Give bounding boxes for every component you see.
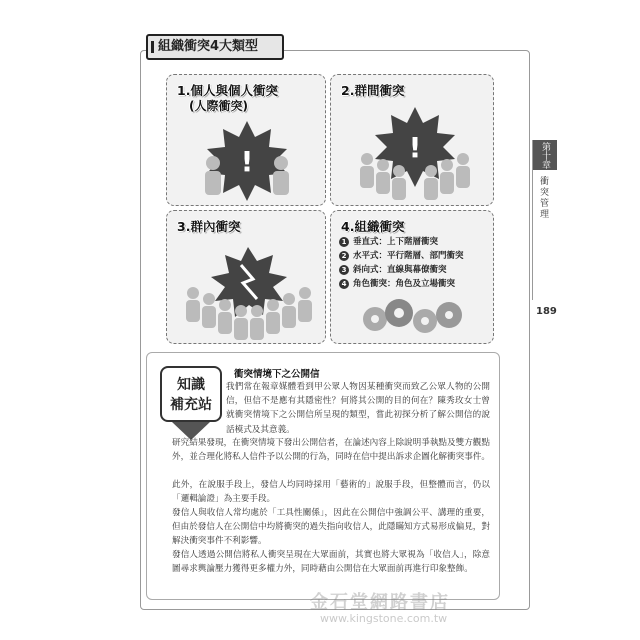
- quadrant-title: 2.群間衝突: [341, 83, 405, 98]
- conflict-burst-illustration: [197, 115, 297, 205]
- exclamation-icon: !: [408, 131, 422, 164]
- page-number: 189: [536, 306, 557, 317]
- paragraph: 此外，在說服手段上，發信人均同時採用「藝術的」說服手段，但整體而言，仍以「邏輯論證」為主要手段。: [172, 480, 490, 505]
- badge-line-1: 知識: [177, 377, 205, 393]
- number-badge: 3: [339, 265, 349, 275]
- gear-icon: [385, 299, 413, 327]
- number-badge: 4: [339, 279, 349, 289]
- list-item-text: 水平式：平行階層、部門衝突: [353, 251, 464, 261]
- chapter-label: 第十章: [533, 140, 557, 170]
- list-item-text: 斜向式：直線與幕僚衝突: [353, 265, 447, 275]
- chapter-tab: [532, 140, 556, 300]
- paragraph: 我們常在報章媒體看到甲公眾人物因某種衝突而致乙公眾人物的公開信，但信不是應有其隱密性？何將其公開的目的何在？陳秀玫女士曾就衝突情境下之公開信所呈現的類型，嘗此初探分析了解公開信的說話模式及其意義。: [226, 382, 490, 435]
- quadrant-title: 1.個人與個人衝突: [177, 83, 278, 98]
- conflict-burst-illustration: [355, 101, 475, 205]
- watermark-url: www.kingstone.com.tw: [320, 612, 448, 625]
- person-icon: [205, 156, 221, 195]
- knowledge-title: 衝突情境下之公開信: [234, 369, 320, 380]
- badge-line-2: 補充站: [170, 397, 212, 413]
- paragraph: 研究結果發現，在衝突情境下發出公開信者，在論述內容上除說明爭執點及雙方觀點外，並合理化將私人信件予以公開的行為，同時在信中提出訴求企圖化解衝突事件。: [172, 438, 490, 463]
- gear-icon: [413, 309, 437, 333]
- quadrant-subtitle: (人際衝突): [189, 99, 248, 113]
- number-badge: 2: [339, 251, 349, 261]
- paragraph: 發信人透過公開信將私人衝突呈現在大眾面前，其實也將大眾視為「收信人」，除意圖尋求輿論壓力獲得更多權力外，同時藉由公開信在大眾面前再進行印象整飾。: [172, 550, 490, 575]
- quadrant-interpersonal: [166, 74, 326, 206]
- quadrant-organizational: [330, 210, 494, 344]
- section-title: 組織衝突4大類型: [146, 34, 284, 60]
- paragraph: 發信人與收信人常均處於「工具性關係」，因此在公開信中強調公平、講理的重要，但由於發信人在公開信中均將衝突的過失指向收信人，此隱瞞知方式易形成偏見，對解決衝突事件不利影響。: [172, 508, 490, 547]
- quadrant-intergroup: [330, 74, 494, 206]
- group-conflict-illustration: [183, 239, 313, 343]
- knowledge-badge: [160, 366, 222, 438]
- quadrant-title: 4.組織衝突: [341, 219, 405, 234]
- list-item-text: 角色衝突：角色及立場衝突: [353, 279, 456, 289]
- quadrant-intragroup: [166, 210, 326, 344]
- gears-illustration: [359, 295, 469, 341]
- quadrant-title: 3.群內衝突: [177, 219, 241, 234]
- list-item: [339, 263, 493, 277]
- list-item: [339, 235, 493, 249]
- gear-icon: [436, 302, 462, 328]
- organizational-conflict-list: [339, 235, 493, 291]
- chapter-name: 衝突管理: [538, 176, 548, 220]
- number-badge: 1: [339, 237, 349, 247]
- watermark: 金石堂網路書店: [310, 592, 450, 613]
- exclamation-icon: !: [240, 145, 254, 178]
- list-item: [339, 277, 493, 291]
- person-icon: [273, 156, 289, 195]
- gear-icon: [363, 307, 387, 331]
- list-item: [339, 249, 493, 263]
- list-item-text: 垂直式：上下階層衝突: [353, 237, 439, 247]
